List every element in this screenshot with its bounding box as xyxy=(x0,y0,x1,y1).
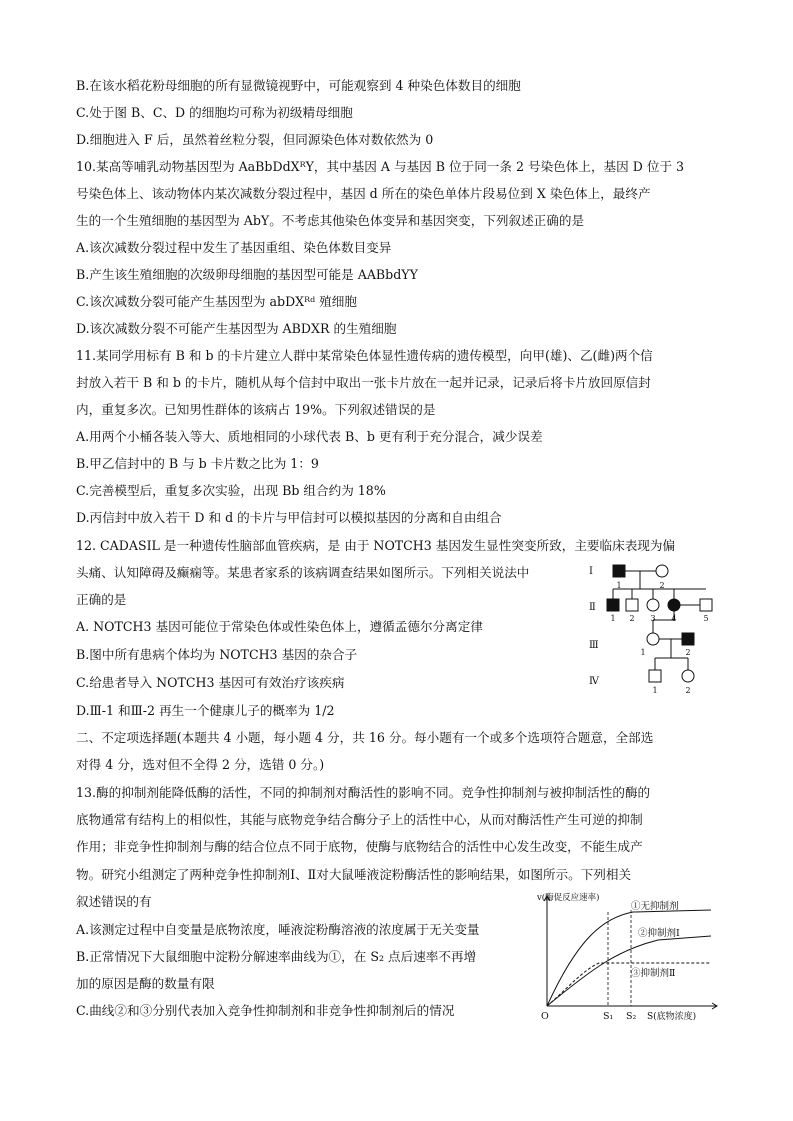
text-line: D.丙信封中放入若干 D 和 d 的卡片与甲信封可以模拟基因的分离和自由组合 xyxy=(76,510,502,525)
text-line: A.用两个小桶各装入等大、质地相同的小球代表 B、b 更有利于充分混合，减少误差 xyxy=(76,429,543,444)
s2-label: S₂ xyxy=(626,1011,637,1022)
pedigree-female-normal xyxy=(647,633,659,645)
pedigree-male-affected xyxy=(607,599,619,611)
text-line: D.该次减数分裂不可能产生基因型为 ABDXR 的生殖细胞 xyxy=(76,321,397,336)
curve-label-2: ②抑制剂Ⅰ xyxy=(638,928,680,939)
pedigree-female-normal xyxy=(656,565,668,577)
gen-label-4: Ⅳ xyxy=(589,676,599,687)
text-line: 加的原因是酶的数量有限 xyxy=(76,976,215,991)
text-line: B.甲乙信封中的 B 与 b 卡片数之比为 1：9 xyxy=(76,456,319,471)
pedigree-male-normal xyxy=(700,599,712,611)
text-line: 号染色体上、该动物体内某次减数分裂过程中，基因 d 所在的染色单体片段易位到 X 染色体上，最终产 xyxy=(76,186,651,201)
curve-label-3: ③抑制剂Ⅱ xyxy=(631,968,676,979)
pedigree-number: 1 xyxy=(652,686,658,695)
text-line: 12. CADASIL 是一种遗传性脑部血管疾病，是 由于 NOTCH3 基因发生显性突变所致，主要临床表现为偏 xyxy=(76,538,676,553)
text-line: B.在该水稻花粉母细胞的所有显微镜视野中，可能观察到 4 种染色体数目的细胞 xyxy=(76,78,521,93)
text-line: 物。研究小组测定了两种竞争性抑制剂Ⅰ、Ⅱ对大鼠唾液淀粉酶活性的影响结果，如图所示。下列相关 xyxy=(76,867,632,882)
pedigree-male-normal xyxy=(649,670,661,682)
origin-label: O xyxy=(541,1011,549,1022)
text-line: 生的一个生殖细胞的基因型为 AbY。不考虑其他染色体变异和基因突变，下列叙述正确的是 xyxy=(76,213,585,228)
text-line: 二、不定项选择题(本题共 4 小题，每小题 4 分，共 16 分。每小题有一个或多个选项符合题意，全部选 xyxy=(76,730,654,745)
pedigree-number: 4 xyxy=(671,614,677,623)
text-line: A.该测定过程中自变量是底物浓度，唾液淀粉酶溶液的浓度属于无关变量 xyxy=(76,922,480,937)
text-line: D.细胞进入 F 后，虽然着丝粒分裂，但同源染色体对数依然为 0 xyxy=(76,132,434,147)
text-line: B.正常情况下大鼠细胞中淀粉分解速率曲线为①，在 S₂ 点后速率不再增 xyxy=(76,949,477,964)
pedigree-diagram xyxy=(585,560,725,696)
text-line: 10.某高等哺乳动物基因型为 AaBbDdXᴿY，其中基因 A 与基因 B 位于同一条 2 号染色体上，基因 D 位于 3 xyxy=(76,159,685,174)
x-axis-label: S(底物浓度) xyxy=(647,1012,697,1022)
pedigree-male-affected xyxy=(613,565,625,577)
pedigree-female-normal xyxy=(647,599,659,611)
curve-inhibitor-1 xyxy=(547,936,711,1006)
text-line: 11.某同学用标有 B 和 b 的卡片建立人群中某常染色体显性遗传病的遗传模型，向甲(雄)、乙(雌)两个信 xyxy=(76,348,653,363)
text-line: C.处于图 B、C、D 的细胞均可称为初级精母细胞 xyxy=(76,105,353,120)
text-line: 13.酶的抑制剂能降低酶的活性，不同的抑制剂对酶活性的影响不同。竞争性抑制剂与被抑制活性的酶的 xyxy=(76,785,651,800)
pedigree-number: 2 xyxy=(659,581,665,590)
y-axis-label: v(酶促反应速率) xyxy=(537,893,600,903)
pedigree-number: 2 xyxy=(685,686,691,695)
text-line: 作用；非竞争性抑制剂与酶的结合位点不同于底物，使酶与底物结合的活性中心发生改变，不能生成产 xyxy=(76,839,643,854)
enzyme-rate-graph xyxy=(533,888,723,1028)
gen-label-1: Ⅰ xyxy=(589,566,593,577)
text-line: D.Ⅲ-1 和Ⅲ-2 再生一个健康儿子的概率为 1/2 xyxy=(76,703,335,718)
gen-label-2: Ⅱ xyxy=(589,602,596,613)
text-line: 封放入若干 B 和 b 的卡片，随机从每个信封中取出一张卡片放在一起并记录，记录后将卡片放回原信封 xyxy=(76,375,651,390)
text-line: A. NOTCH3 基因可能位于常染色体或性染色体上，遵循孟德尔分离定律 xyxy=(76,619,483,634)
text-line: C.给患者导入 NOTCH3 基因可有效治疗该疾病 xyxy=(76,675,345,690)
text-line: 头痛、认知障碍及癫痫等。某患者家系的该病调查结果如图所示。下列相关说法中 xyxy=(76,565,530,580)
pedigree-number: 1 xyxy=(610,614,616,623)
curve-no-inhibitor xyxy=(547,910,711,1006)
pedigree-male-normal xyxy=(626,599,638,611)
text-line: C.该次减数分裂可能产生基因型为 abDXᴿᵈ 殖细胞 xyxy=(76,294,357,309)
text-line: B.产生该生殖细胞的次级卵母细胞的基因型可能是 AABbdYY xyxy=(76,267,418,282)
pedigree-number: 1 xyxy=(616,581,622,590)
text-line: C.曲线②和③分别代表加入竞争性抑制剂和非竞争性抑制剂后的情况 xyxy=(76,1003,455,1018)
pedigree-number: 2 xyxy=(629,614,635,623)
text-line: 对得 4 分，选对但不全得 2 分，选错 0 分。) xyxy=(76,757,325,772)
text-line: 底物通常有结构上的相似性，其能与底物竞争结合酶分子上的活性中心，从而对酶活性产生可逆的抑制 xyxy=(76,812,643,827)
text-line: 内，重复多次。已知男性群体的该病占 19%。下列叙述错误的是 xyxy=(76,402,436,417)
text-line: A.该次减数分裂过程中发生了基因重组、染色体数目变异 xyxy=(76,240,392,255)
pedigree-female-normal xyxy=(682,670,694,682)
pedigree-number: 3 xyxy=(650,614,656,623)
pedigree-female-affected xyxy=(668,599,680,611)
text-line: C.完善模型后，重复多次实验，出现 Bb 组合约为 18% xyxy=(76,483,386,498)
curve-label-1: ①无抑制剂 xyxy=(631,901,679,912)
text-line: 叙述错误的有 xyxy=(76,894,152,909)
text-line: B.图中所有患病个体均为 NOTCH3 基因的杂合子 xyxy=(76,647,358,662)
pedigree-number: 5 xyxy=(703,614,709,623)
curve-inhibitor-2 xyxy=(547,963,711,1006)
pedigree-male-affected xyxy=(682,633,694,645)
gen-label-3: Ⅲ xyxy=(589,640,599,651)
text-line: 正确的是 xyxy=(76,592,127,607)
s1-label: S₁ xyxy=(603,1011,614,1022)
pedigree-number: 2 xyxy=(685,648,691,657)
pedigree-number: 1 xyxy=(640,648,646,657)
